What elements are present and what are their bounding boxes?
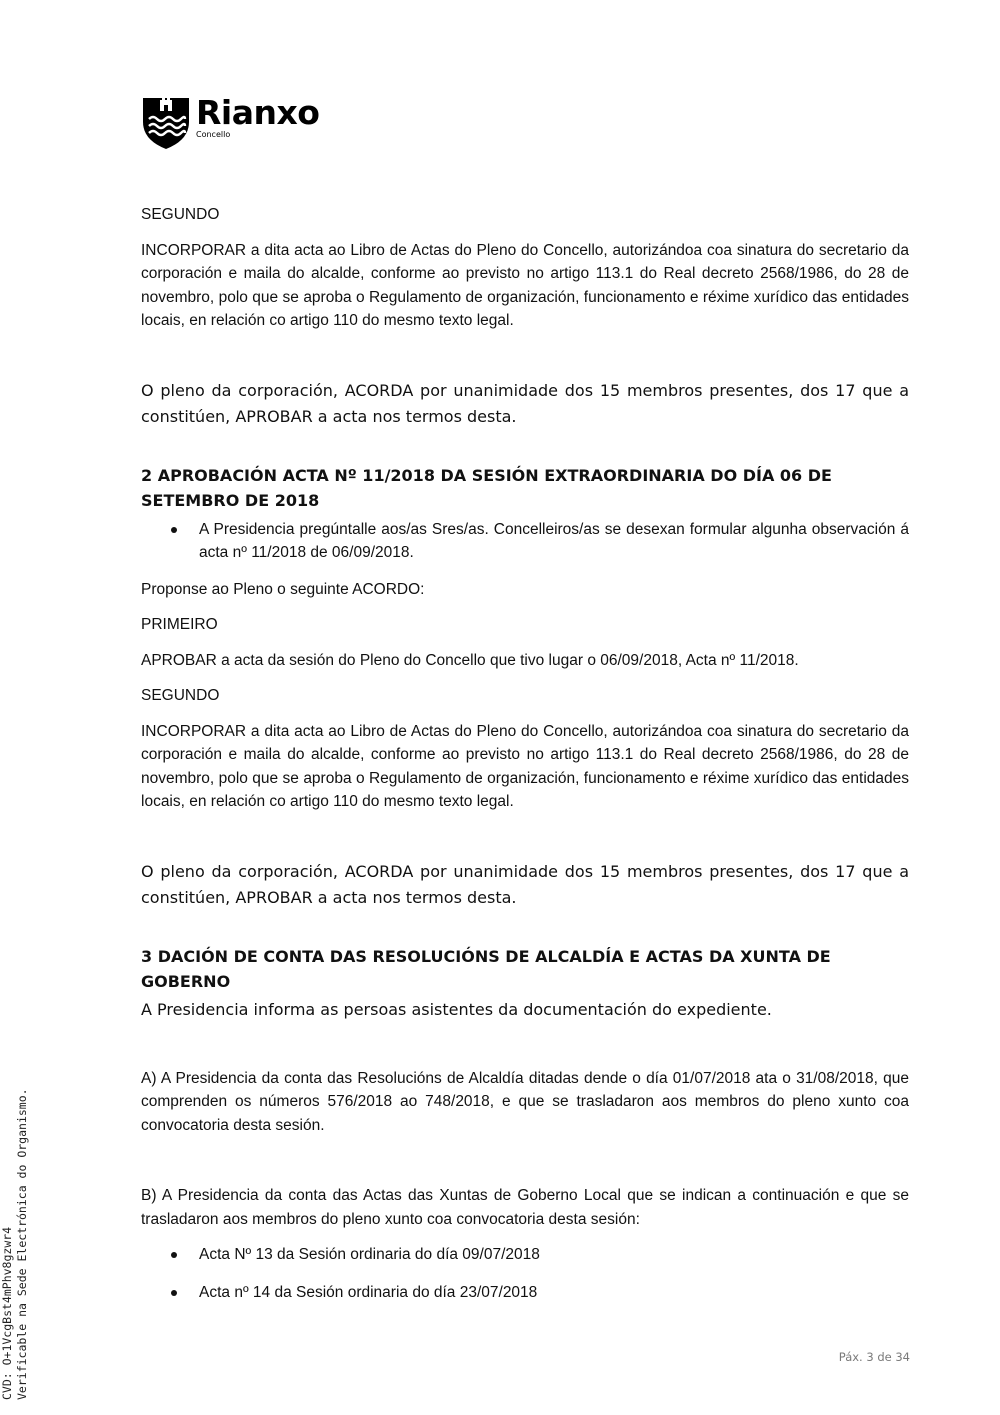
list-item <box>141 1243 909 1267</box>
list-item-text: Acta nº 14 da Sesión ordinaria do día 23/07/2018 <box>199 1283 538 1301</box>
logo-subtitle: Concello <box>196 130 231 139</box>
cvd-code: CVD: O+1VcgBst4mPhv8gzwr4 <box>0 1226 14 1400</box>
bullet-list <box>141 518 909 565</box>
aprobar-paragraph: APROBAR a acta da sesión do Pleno do Concello que tivo lugar o 06/09/2018, Acta nº 11/2018. <box>141 651 799 669</box>
incorporar-paragraph: INCORPORAR a dita acta ao Libro de Actas do Pleno do Concello, autorizándoa coa sinatura do secretario da corporación e maila do alcalde, conforme ao previsto no artigo 113.1 do Real decreto 2568/1986, do 28 de novembro, polo que se aproba o Regulamento de organización, funcionamento e réxime xurídico das entidades locais, en relación co artigo 110 do mesmo texto legal. <box>141 241 909 329</box>
document-body <box>141 203 909 1304</box>
acorda-paragraph: O pleno da corporación, ACORDA por unanimidade dos 15 membros presentes, dos 17 que a constitúen, APROBAR a acta nos termos desta. <box>141 861 909 907</box>
actas-list <box>141 1243 909 1304</box>
incorporar-paragraph: INCORPORAR a dita acta ao Libro de Actas do Pleno do Concello, autorizándoa coa sinatura do secretario da corporación e maila do alcalde, conforme ao previsto no artigo 113.1 do Real decreto 2568/1986, do 28 de novembro, polo que se aproba o Regulamento de organización, funcionamento e réxime xurídico das entidades locais, en relación co artigo 110 do mesmo texto legal. <box>141 722 909 810</box>
segundo-label: SEGUNDO <box>141 206 220 223</box>
acorda-paragraph: O pleno da corporación, ACORDA por unanimidade dos 15 membros presentes, dos 17 que a constitúen, APROBAR a acta nos termos desta. <box>141 380 909 426</box>
segundo-label: SEGUNDO <box>141 687 220 704</box>
verification-note: Verificable na Sede Electrónica do Organismo. <box>15 1088 29 1400</box>
list-item-text: Acta Nº 13 da Sesión ordinaria do día 09/07/2018 <box>199 1246 540 1263</box>
list-item-text: A Presidencia pregúntalle aos/as Sres/as. Concelleiros/as se desexan formular algunha observación á acta nº 11/2018 de 06/09/2018. <box>199 520 909 561</box>
list-item <box>141 1281 909 1305</box>
paragraph-a: A) A Presidencia da conta das Resolucións de Alcaldía ditadas dende o día 01/07/2018 ata o 31/08/2018, que comprenden os números 576/2018 ao 748/2018, e que se trasladaron aos membros do pleno xunto coa convocatoria desta sesión. <box>141 1069 909 1134</box>
rianxo-logo <box>142 93 320 150</box>
paragraph-b: B) A Presidencia da conta das Actas das Xuntas de Goberno Local que se indican a continuación e que se trasladaron aos membros do pleno xunto coa convocatoria desta sesión: <box>141 1187 909 1228</box>
bullet-icon <box>171 1290 177 1296</box>
page-number: Páx. 3 de 34 <box>838 1350 910 1364</box>
informa-paragraph: A Presidencia informa as persoas asistentes da documentación do expediente. <box>141 999 772 1019</box>
section-heading-3: 3 DACIÓN DE CONTA DAS RESOLUCIÓNS DE ALCALDÍA E ACTAS DA XUNTA DE GOBERNO <box>141 946 831 991</box>
primeiro-label: PRIMEIRO <box>141 616 218 633</box>
proponse-paragraph: Proponse ao Pleno o seguinte ACORDO: <box>141 580 425 598</box>
list-item <box>141 518 909 565</box>
bullet-icon <box>171 527 177 533</box>
bullet-icon <box>171 1252 177 1258</box>
logo-name: Rianxo <box>196 93 320 132</box>
coat-of-arms-icon <box>142 96 190 150</box>
section-heading-2: 2 APROBACIÓN ACTA Nº 11/2018 DA SESIÓN EXTRAORDINARIA DO DÍA 06 DE SETEMBRO DE 2018 <box>141 465 832 510</box>
verification-code <box>0 1020 30 1400</box>
